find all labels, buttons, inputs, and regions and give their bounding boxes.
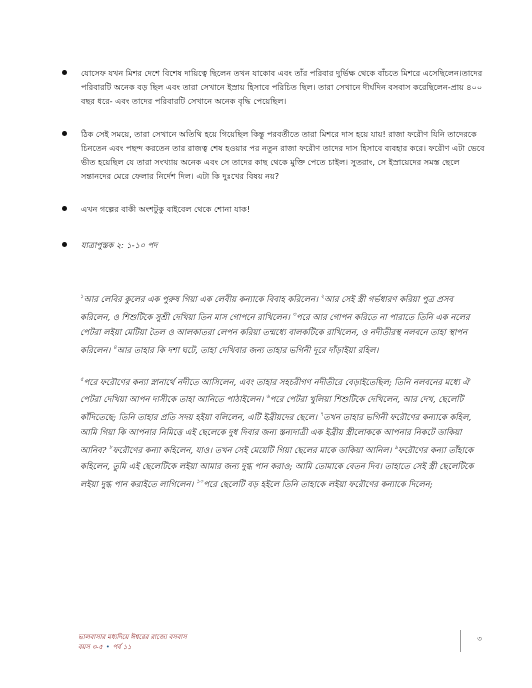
verse-number: ১০	[196, 478, 204, 485]
footer-divider	[460, 630, 461, 652]
bullet-item	[62, 202, 487, 216]
bullet-item-scripture-reference	[62, 238, 487, 252]
footer-title: ভালবাসার মধ্যদিয়ে ঈশ্বরের রাজ্যে বসবাস	[78, 633, 187, 641]
verse-text: পরে ফরৌণের কন্যা স্নানার্থে নদীতে আসিলেন, এবং তাহার সহচরীগণ নদীতীরে বেড়াইতেছিল; তিনি নলবনের মধ্যে ঐ পেটরা দেখিয়া আপন দাসীকে তাহা আনিতে পাঠাইলেন।	[80, 376, 470, 404]
bullet-item	[62, 66, 487, 108]
bullet-text: যোসেফ যখন মিশর দেশে বিশেষ দায়িত্বে ছিলেন তখন যাকোব এবং তাঁর পরিবার দুর্ভিক্ষ থেকে বাঁচতে মিশরে এসেছিলেন।তাদের পরিবারটি অনেক বড় ছিল এবং তারা সেখানে ইস্রায় হিসাবে পরিচিত ছিল। তারা সেখানে দীর্ঘদিন বসবাস করেছিলেন-প্রায় ৪০০ বছর ধরে- এবং তাদের পরিবারটি সেখানে অনেক বৃদ্ধি পেয়েছিল।	[81, 68, 483, 106]
verse-text: ফরৌণের কন্যা তাঁহাকে কহিলেন, তুমি এই ছেলেটিকে লইয়া আমার জন্য দুগ্ধ পান করাও; আমি তোমাকে বেতন দিব। তাহাতে সেই স্ত্রী ছেলেটিকে লইয়া দুগ্ধ পান করাইতে লাগিলেন।	[80, 444, 474, 489]
footer-series: বয়স ৩-৫	[78, 643, 103, 651]
bullet-item	[62, 127, 487, 183]
scripture-reference: যাত্রাপুস্তক ২: ১-১০ পদ	[81, 240, 158, 250]
bullet-icon	[62, 206, 67, 211]
verse-number: ৩	[292, 311, 297, 318]
verse-number: ৪	[113, 344, 117, 351]
bullet-icon	[62, 131, 67, 136]
bullet-text: ঠিক সেই সময়ে, তারা সেখানে অতিথি হয়ে গিয়েছিল কিন্তু পরবর্তীতে তারা মিশরে দাস হয়ে যায়! রাজা ফরৌণ যিনি তাদেরকে চিনতেন এবং পছন্দ করতেন তার রাজত্ব শেষ হওয়ার পর নতুন রাজা ফরৌণ তাদের দাস হিসাবে ব্যবহার করে। ফরৌণ এটা ভেবে ভীত হয়েছিল যে তারা সংখ্যায় অনেক এবং সে তাদের কাছ থেকে মুক্তি পেতে চাইল। সুতরাং, সে ইস্রায়েদের সমস্ত ছেলে সন্তানদের মেরে ফেলার নির্দেশ দিল। এটা কি দুঃখের বিষয় নয়?	[81, 129, 485, 181]
scripture-paragraph	[80, 290, 480, 359]
verse-number: ৯	[394, 445, 398, 452]
verse-text: আর লেবির কুলের এক পুরুষ গিয়া এক লেবীয় কন্যাকে বিবাহ করিলেন।	[83, 293, 321, 304]
verse-number: ৬	[266, 394, 270, 401]
verse-text: ফরৌণের কন্যা কহিলেন, যাও। তখন সেই মেয়েটি গিয়া ছেলের মাকে ডাকিয়া আনিল।	[112, 444, 395, 455]
verse-number: ৭	[319, 411, 324, 418]
bullet-icon	[62, 242, 67, 247]
verse-text: তখন তাহার ভগিনী ফরৌণের কন্যাকে কহিল, আমি গিয়া কি আপনার নিমিত্তে এই ছেলেকে দুধ দিবার জন্য স্তন্যদাত্রী এক ইব্রীয় স্ত্রীলোককে আপনার নিকটে ডাকিয়া আনিব?	[80, 411, 472, 455]
footer-meta	[78, 642, 187, 652]
verse-text: পরে আর গোপন করিতে না পারাতে তিনি এক নলের পেটরা লইয়া মেটিয়া তৈল ও আলকাতরা লেপন করিয়া তন্মধ্যে বালকটিকে রাখিলেন, ও নদীতীরস্থ নলবনে তাহা স্থাপন করিলেন।	[80, 311, 470, 355]
footer	[78, 632, 187, 652]
verse-number: ২	[320, 294, 325, 300]
footer-separator-icon: •	[105, 643, 110, 651]
verse-number: ৫	[80, 376, 84, 383]
verse-text: পরে ছেলেটি বড় হইলে তিনি তাহাকে লইয়া ফরৌণের কন্যাকে দিলেন;	[203, 478, 433, 489]
scripture-passage	[80, 290, 480, 506]
verse-number: ১	[80, 294, 84, 300]
verse-text: পরে পেটরা খুলিয়া শিশুটিকে দেখিলেন, আর দেখ, ছেলেটি কাঁদিতেছে; তিনি তাহার প্রতি সদয় হইয়া বলিলেন, এটি ইব্রীয়দের ছেলে।	[80, 393, 464, 422]
page-number: ৩	[477, 634, 482, 643]
verse-text: আর সেই স্ত্রী গর্ভধারণ করিয়া পুত্র প্রসব করিলেন, ও শিশুটিকে সুশ্রী দেখিয়া তিন মাস গোপনে রাখিলেন।	[80, 293, 454, 322]
verse-text: আর তাহার কি দশা ঘটে, তাহা দেখিবার জন্য তাহার ভগিনী দূরে দাঁড়াইয়া রহিল।	[116, 344, 379, 355]
verse-number: ৮	[108, 445, 113, 452]
scripture-paragraph	[80, 373, 480, 493]
bullet-text: এখন গল্পের বাকী অংশটুকু বাইবেল থেকে শোনা যাক!	[81, 204, 251, 214]
bullet-icon	[62, 70, 67, 75]
footer-lesson: পর্ব ১১	[112, 643, 132, 651]
